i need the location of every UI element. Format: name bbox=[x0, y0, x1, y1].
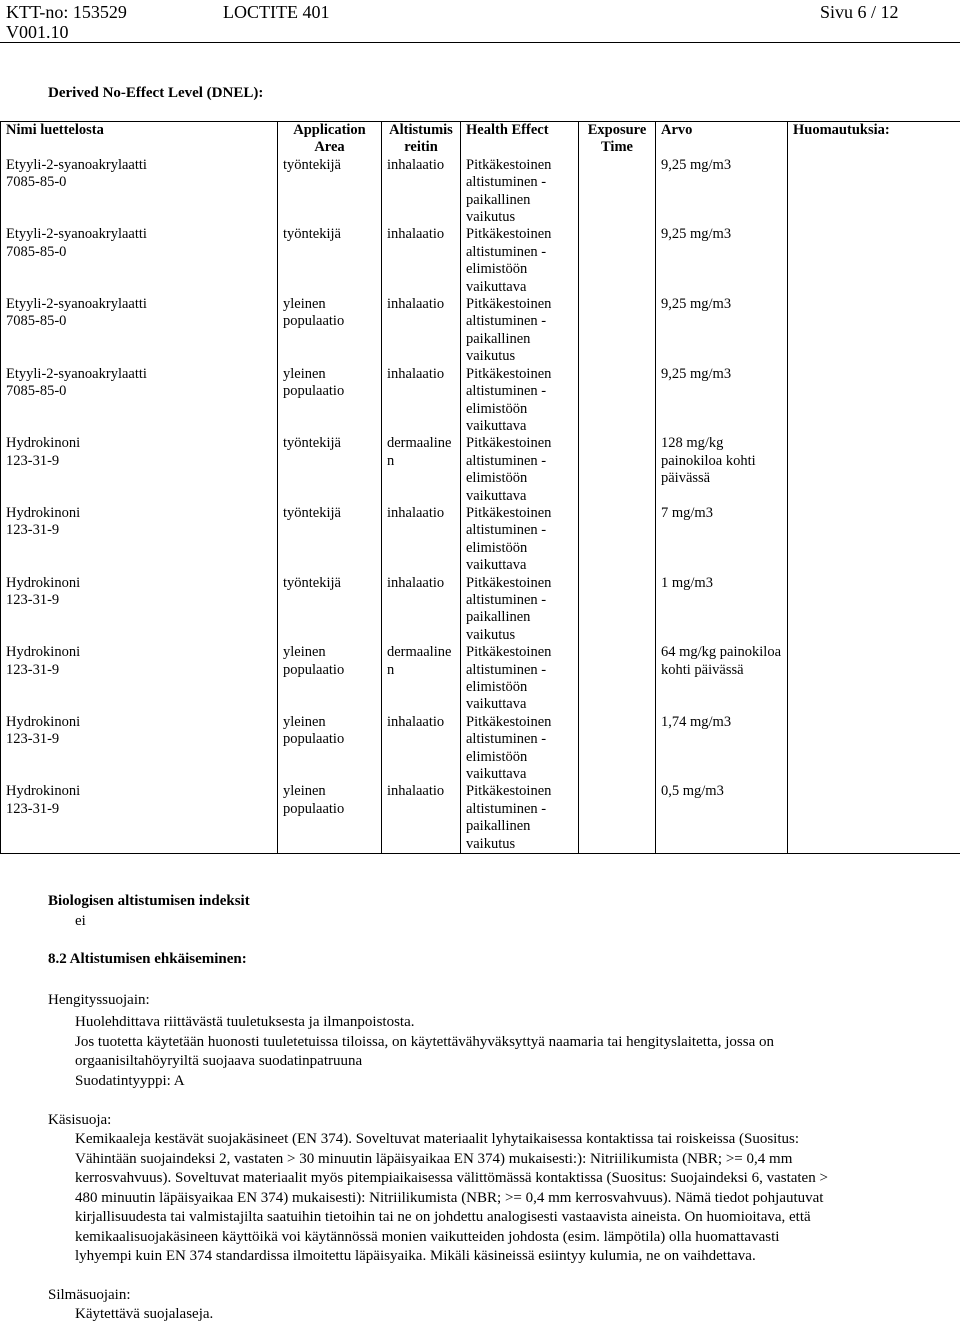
table-row bbox=[1, 714, 960, 784]
cell-notes bbox=[788, 435, 960, 505]
table-row bbox=[1, 575, 960, 645]
col-header-name: Nimi luettelosta bbox=[1, 122, 278, 157]
cell-substance-name: Etyyli-2-syanoakrylaatti 7085-85-0 bbox=[1, 226, 278, 296]
cell-exposure-route: inhalaatio bbox=[382, 783, 461, 853]
cell-health-effect: Pitkäkestoinen altistuminen - paikallinen vaikutus bbox=[461, 296, 579, 366]
bio-value: ei bbox=[75, 913, 86, 929]
cell-value: 64 mg/kg painokiloa kohti päivässä bbox=[656, 644, 788, 714]
cell-application-area: yleinen populaatio bbox=[278, 644, 382, 714]
cell-value: 0,5 mg/m3 bbox=[656, 783, 788, 853]
cell-health-effect: Pitkäkestoinen altistuminen - elimistöön vaikuttava bbox=[461, 226, 579, 296]
cell-exposure-route: inhalaatio bbox=[382, 714, 461, 784]
bio-title: Biologisen altistumisen indeksit bbox=[48, 893, 250, 909]
cell-exposure-time bbox=[579, 296, 656, 366]
hand-label: Käsisuoja: bbox=[48, 1112, 112, 1128]
cell-exposure-route: inhalaatio bbox=[382, 157, 461, 227]
eye-text: Käytettävä suojalaseja. bbox=[75, 1306, 214, 1322]
cell-application-area: yleinen populaatio bbox=[278, 714, 382, 784]
cell-substance-name: Etyyli-2-syanoakrylaatti 7085-85-0 bbox=[1, 296, 278, 366]
cell-substance-name: Hydrokinoni 123-31-9 bbox=[1, 505, 278, 575]
table-row bbox=[1, 505, 960, 575]
cell-value: 7 mg/m3 bbox=[656, 505, 788, 575]
table-row bbox=[1, 435, 960, 505]
cell-exposure-route: inhalaatio bbox=[382, 366, 461, 436]
version: V001.10 bbox=[6, 22, 69, 42]
cell-exposure-time bbox=[579, 714, 656, 784]
hand-text: Kemikaaleja kestävät suojakäsineet (EN 374). Soveltuvat materiaalit lyhytaikaisessa kontaktissa tai roiskeissa (Suositus: Vähintään suojaindeksi 2, vastaten > 30 minuutin läpäisyaikaa EN 374) mukaisesti:): Nitriilikumista (NBR; >= 0,4 mm kerrosvahvuus). Soveltuvat materiaalit myös pitempiaikaisessa välittömässä kontaktissa (Suositus: Suojaindeksi 6, vastaten > 480 minuutin läpäisyaikaa EN 374) mukaisesti): Nitriilikumista (NBR; >= 0,4 mm kerrosvahvuus). Nämä tiedot pohjautuvat kirjallisuudesta tai valmistajilta saatuihin tietoihin tai ne on johdettu analogisesti vastaavista aineista. On huomioitava, että kemikaalisuojakäsineen käyttöikä voi käytännössä monien vaikutteiden johdosta (esim. lämpötila) olla huomattavasti lyhyempi kuin EN 374 standardissa ilmoitettu läpäisyaika. Mikäli käsineissä esiintyy kulumia, ne on vaihdettava. bbox=[75, 1131, 828, 1264]
cell-application-area: yleinen populaatio bbox=[278, 296, 382, 366]
cell-application-area: työntekijä bbox=[278, 435, 382, 505]
cell-exposure-time bbox=[579, 783, 656, 853]
cell-exposure-time bbox=[579, 505, 656, 575]
table-row bbox=[1, 366, 960, 436]
cell-exposure-time bbox=[579, 575, 656, 645]
cell-notes bbox=[788, 296, 960, 366]
cell-substance-name: Etyyli-2-syanoakrylaatti 7085-85-0 bbox=[1, 366, 278, 436]
cell-substance-name: Hydrokinoni 123-31-9 bbox=[1, 575, 278, 645]
cell-exposure-route: inhalaatio bbox=[382, 226, 461, 296]
cell-substance-name: Hydrokinoni 123-31-9 bbox=[1, 714, 278, 784]
cell-value: 9,25 mg/m3 bbox=[656, 296, 788, 366]
dnel-title: Derived No-Effect Level (DNEL): bbox=[48, 85, 264, 101]
cell-health-effect: Pitkäkestoinen altistuminen - elimistöön vaikuttava bbox=[461, 644, 579, 714]
table-row bbox=[1, 226, 960, 296]
eye-label: Silmäsuojain: bbox=[48, 1287, 131, 1303]
cell-exposure-time bbox=[579, 644, 656, 714]
table-row bbox=[1, 783, 960, 853]
header-divider bbox=[0, 42, 960, 43]
cell-health-effect: Pitkäkestoinen altistuminen - elimistöön vaikuttava bbox=[461, 714, 579, 784]
col-header-effect: Health Effect bbox=[461, 122, 579, 157]
cell-substance-name: Hydrokinoni 123-31-9 bbox=[1, 644, 278, 714]
cell-notes bbox=[788, 575, 960, 645]
table-row bbox=[1, 296, 960, 366]
cell-application-area: työntekijä bbox=[278, 505, 382, 575]
cell-notes bbox=[788, 644, 960, 714]
cell-substance-name: Etyyli-2-syanoakrylaatti 7085-85-0 bbox=[1, 157, 278, 227]
cell-exposure-route: inhalaatio bbox=[382, 575, 461, 645]
cell-exposure-route: inhalaatio bbox=[382, 296, 461, 366]
cell-value: 128 mg/kg painokiloa kohti päivässä bbox=[656, 435, 788, 505]
dnel-table bbox=[0, 121, 960, 854]
cell-exposure-time bbox=[579, 226, 656, 296]
cell-value: 1,74 mg/m3 bbox=[656, 714, 788, 784]
cell-exposure-route: inhalaatio bbox=[382, 505, 461, 575]
col-header-notes: Huomautuksia: bbox=[788, 122, 960, 157]
respiratory-text: Huolehdittava riittävästä tuuletuksesta ja ilmanpoistosta. Jos tuotetta käytetään huonosti tuuletetuissa tiloissa, on käytettävähyväksyttyä naamaria tai hengityslaitetta, jossa on orgaanisiltahöyryiltä suojaava suodatinpatruuna Suodatintyyppi: A bbox=[75, 1014, 775, 1089]
cell-exposure-route: dermaaline n bbox=[382, 435, 461, 505]
cell-notes bbox=[788, 157, 960, 227]
table-row bbox=[1, 157, 960, 227]
cell-health-effect: Pitkäkestoinen altistuminen - paikallinen vaikutus bbox=[461, 783, 579, 853]
cell-value: 9,25 mg/m3 bbox=[656, 226, 788, 296]
cell-exposure-route: dermaaline n bbox=[382, 644, 461, 714]
cell-health-effect: Pitkäkestoinen altistuminen - elimistöön vaikuttava bbox=[461, 366, 579, 436]
cell-substance-name: Hydrokinoni 123-31-9 bbox=[1, 435, 278, 505]
cell-exposure-time bbox=[579, 157, 656, 227]
table-row bbox=[1, 644, 960, 714]
cell-application-area: yleinen populaatio bbox=[278, 366, 382, 436]
cell-application-area: työntekijä bbox=[278, 575, 382, 645]
page-number: Sivu 6 / 12 bbox=[820, 2, 899, 22]
cell-exposure-time bbox=[579, 366, 656, 436]
cell-value: 9,25 mg/m3 bbox=[656, 157, 788, 227]
cell-notes bbox=[788, 366, 960, 436]
cell-health-effect: Pitkäkestoinen altistuminen - paikallinen vaikutus bbox=[461, 157, 579, 227]
table-header-row bbox=[1, 122, 960, 157]
ktt-number: KTT-no: 153529 bbox=[6, 2, 127, 22]
col-header-value: Arvo bbox=[656, 122, 788, 157]
cell-value: 1 mg/m3 bbox=[656, 575, 788, 645]
cell-notes bbox=[788, 714, 960, 784]
cell-health-effect: Pitkäkestoinen altistuminen - elimistöön vaikuttava bbox=[461, 505, 579, 575]
cell-health-effect: Pitkäkestoinen altistuminen - paikallinen vaikutus bbox=[461, 575, 579, 645]
col-header-time: Exposure Time bbox=[579, 122, 656, 157]
product-name: LOCTITE 401 bbox=[223, 2, 330, 22]
respiratory-label: Hengityssuojain: bbox=[48, 992, 150, 1008]
cell-value: 9,25 mg/m3 bbox=[656, 366, 788, 436]
cell-application-area: työntekijä bbox=[278, 157, 382, 227]
cell-application-area: yleinen populaatio bbox=[278, 783, 382, 853]
cell-notes bbox=[788, 226, 960, 296]
col-header-route: Altistumis reitin bbox=[382, 122, 461, 157]
section-8-2-title: 8.2 Altistumisen ehkäiseminen: bbox=[48, 951, 247, 967]
cell-exposure-time bbox=[579, 435, 656, 505]
cell-notes bbox=[788, 505, 960, 575]
cell-application-area: työntekijä bbox=[278, 226, 382, 296]
cell-health-effect: Pitkäkestoinen altistuminen - elimistöön vaikuttava bbox=[461, 435, 579, 505]
cell-substance-name: Hydrokinoni 123-31-9 bbox=[1, 783, 278, 853]
cell-notes bbox=[788, 783, 960, 853]
col-header-area: Application Area bbox=[278, 122, 382, 157]
